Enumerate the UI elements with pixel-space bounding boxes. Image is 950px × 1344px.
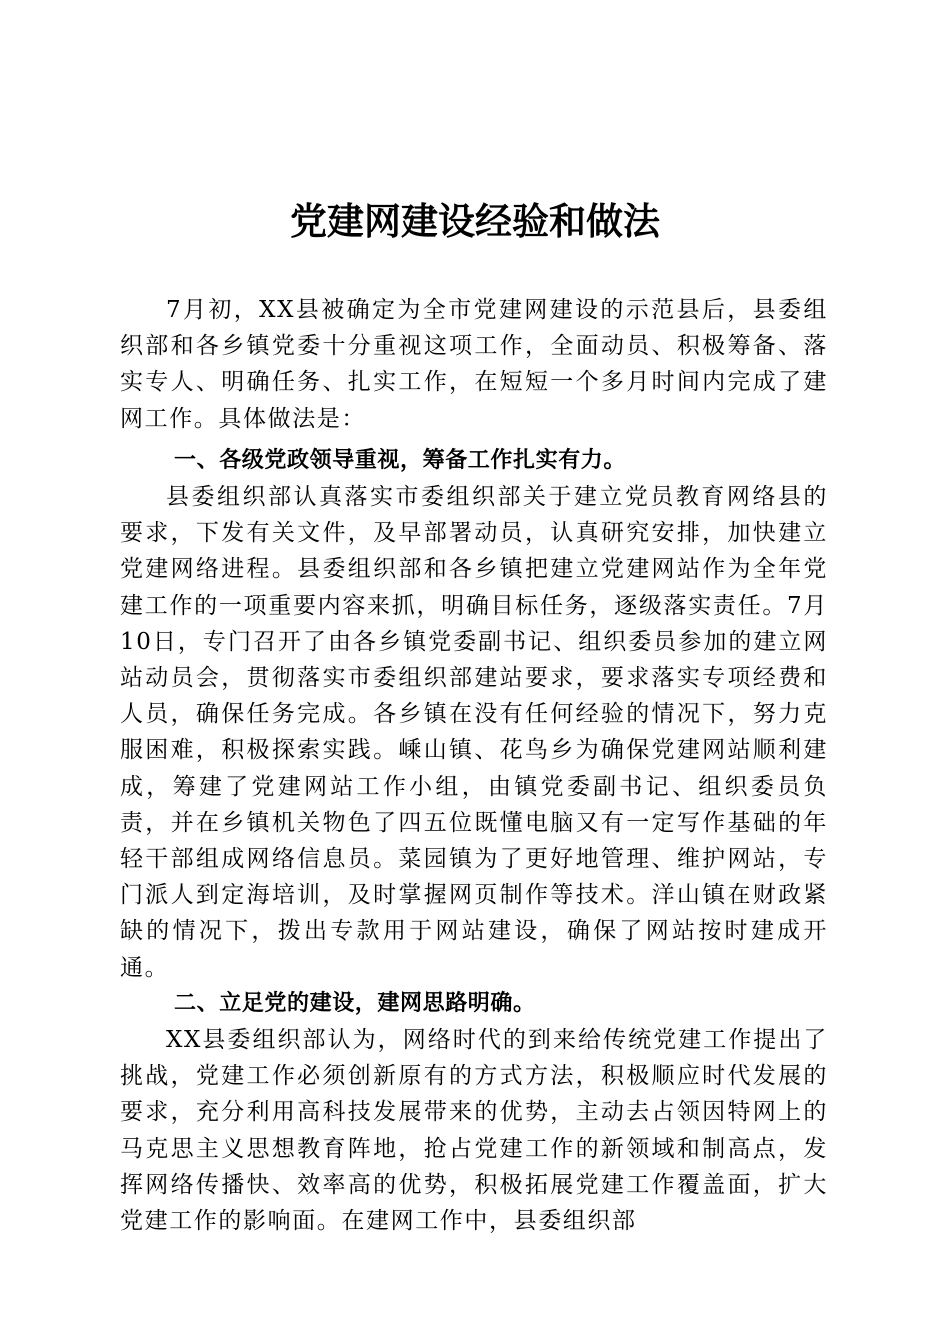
intro-paragraph: 7月初，XX县被确定为全市党建网建设的示范县后，县委组织部和各乡镇党委十分重视这项工作，全面动员、积极筹备、落实专人、明确任务、扎实工作，在短短一个多月时间内完成了建网工作。具体做法是：	[120, 297, 828, 432]
section-heading-1: 一、各级党政领导重视，筹备工作扎实有力。	[174, 447, 627, 473]
section-heading-2: 二、立足党的建设，建网思路明确。	[174, 990, 536, 1016]
page-title: 党建网建设经验和做法	[290, 199, 660, 243]
document-body	[120, 292, 828, 1239]
section-paragraph-2: XX县委组织部认为，网络时代的到来给传统党建工作提出了挑战，党建工作必须创新原有的方式方法，积极顺应时代发展的要求，充分利用高科技发展带来的优势，主动去占领因特网上的马克思主义思想教育阵地，抢占党建工作的新领域和制高点，发挥网络传播快、效率高的优势，积极拓展党建工作覆盖面，扩大党建工作的影响面。在建网工作中，县委组织部	[120, 1027, 828, 1235]
section-paragraph-1: 县委组织部认真落实市委组织部关于建立党员教育网络县的要求，下发有关文件，及早部署动员，认真研究安排，加快建立党建网络进程。县委组织部和各乡镇把建立党建网站作为全年党建工作的一项重要内容来抓，明确目标任务，逐级落实责任。7月10日，专门召开了由各乡镇党委副书记、组织委员参加的建立网站动员会，贯彻落实市委组织部建站要求，要求落实专项经费和人员，确保任务完成。各乡镇在没有任何经验的情况下，努力克服困难，积极探索实践。嵊山镇、花鸟乡为确保党建网站顺利建成，筹建了党建网站工作小组，由镇党委副书记、组织委员负责，并在乡镇机关物色了四五位既懂电脑又有一定写作基础的年轻干部组成网络信息员。菜园镇为了更好地管理、维护网站，专门派人到定海培训，及时掌握网页制作等技术。洋山镇在财政紧缺的情况下，拨出专款用于网站建设，确保了网站按时建成开通。	[120, 484, 828, 981]
